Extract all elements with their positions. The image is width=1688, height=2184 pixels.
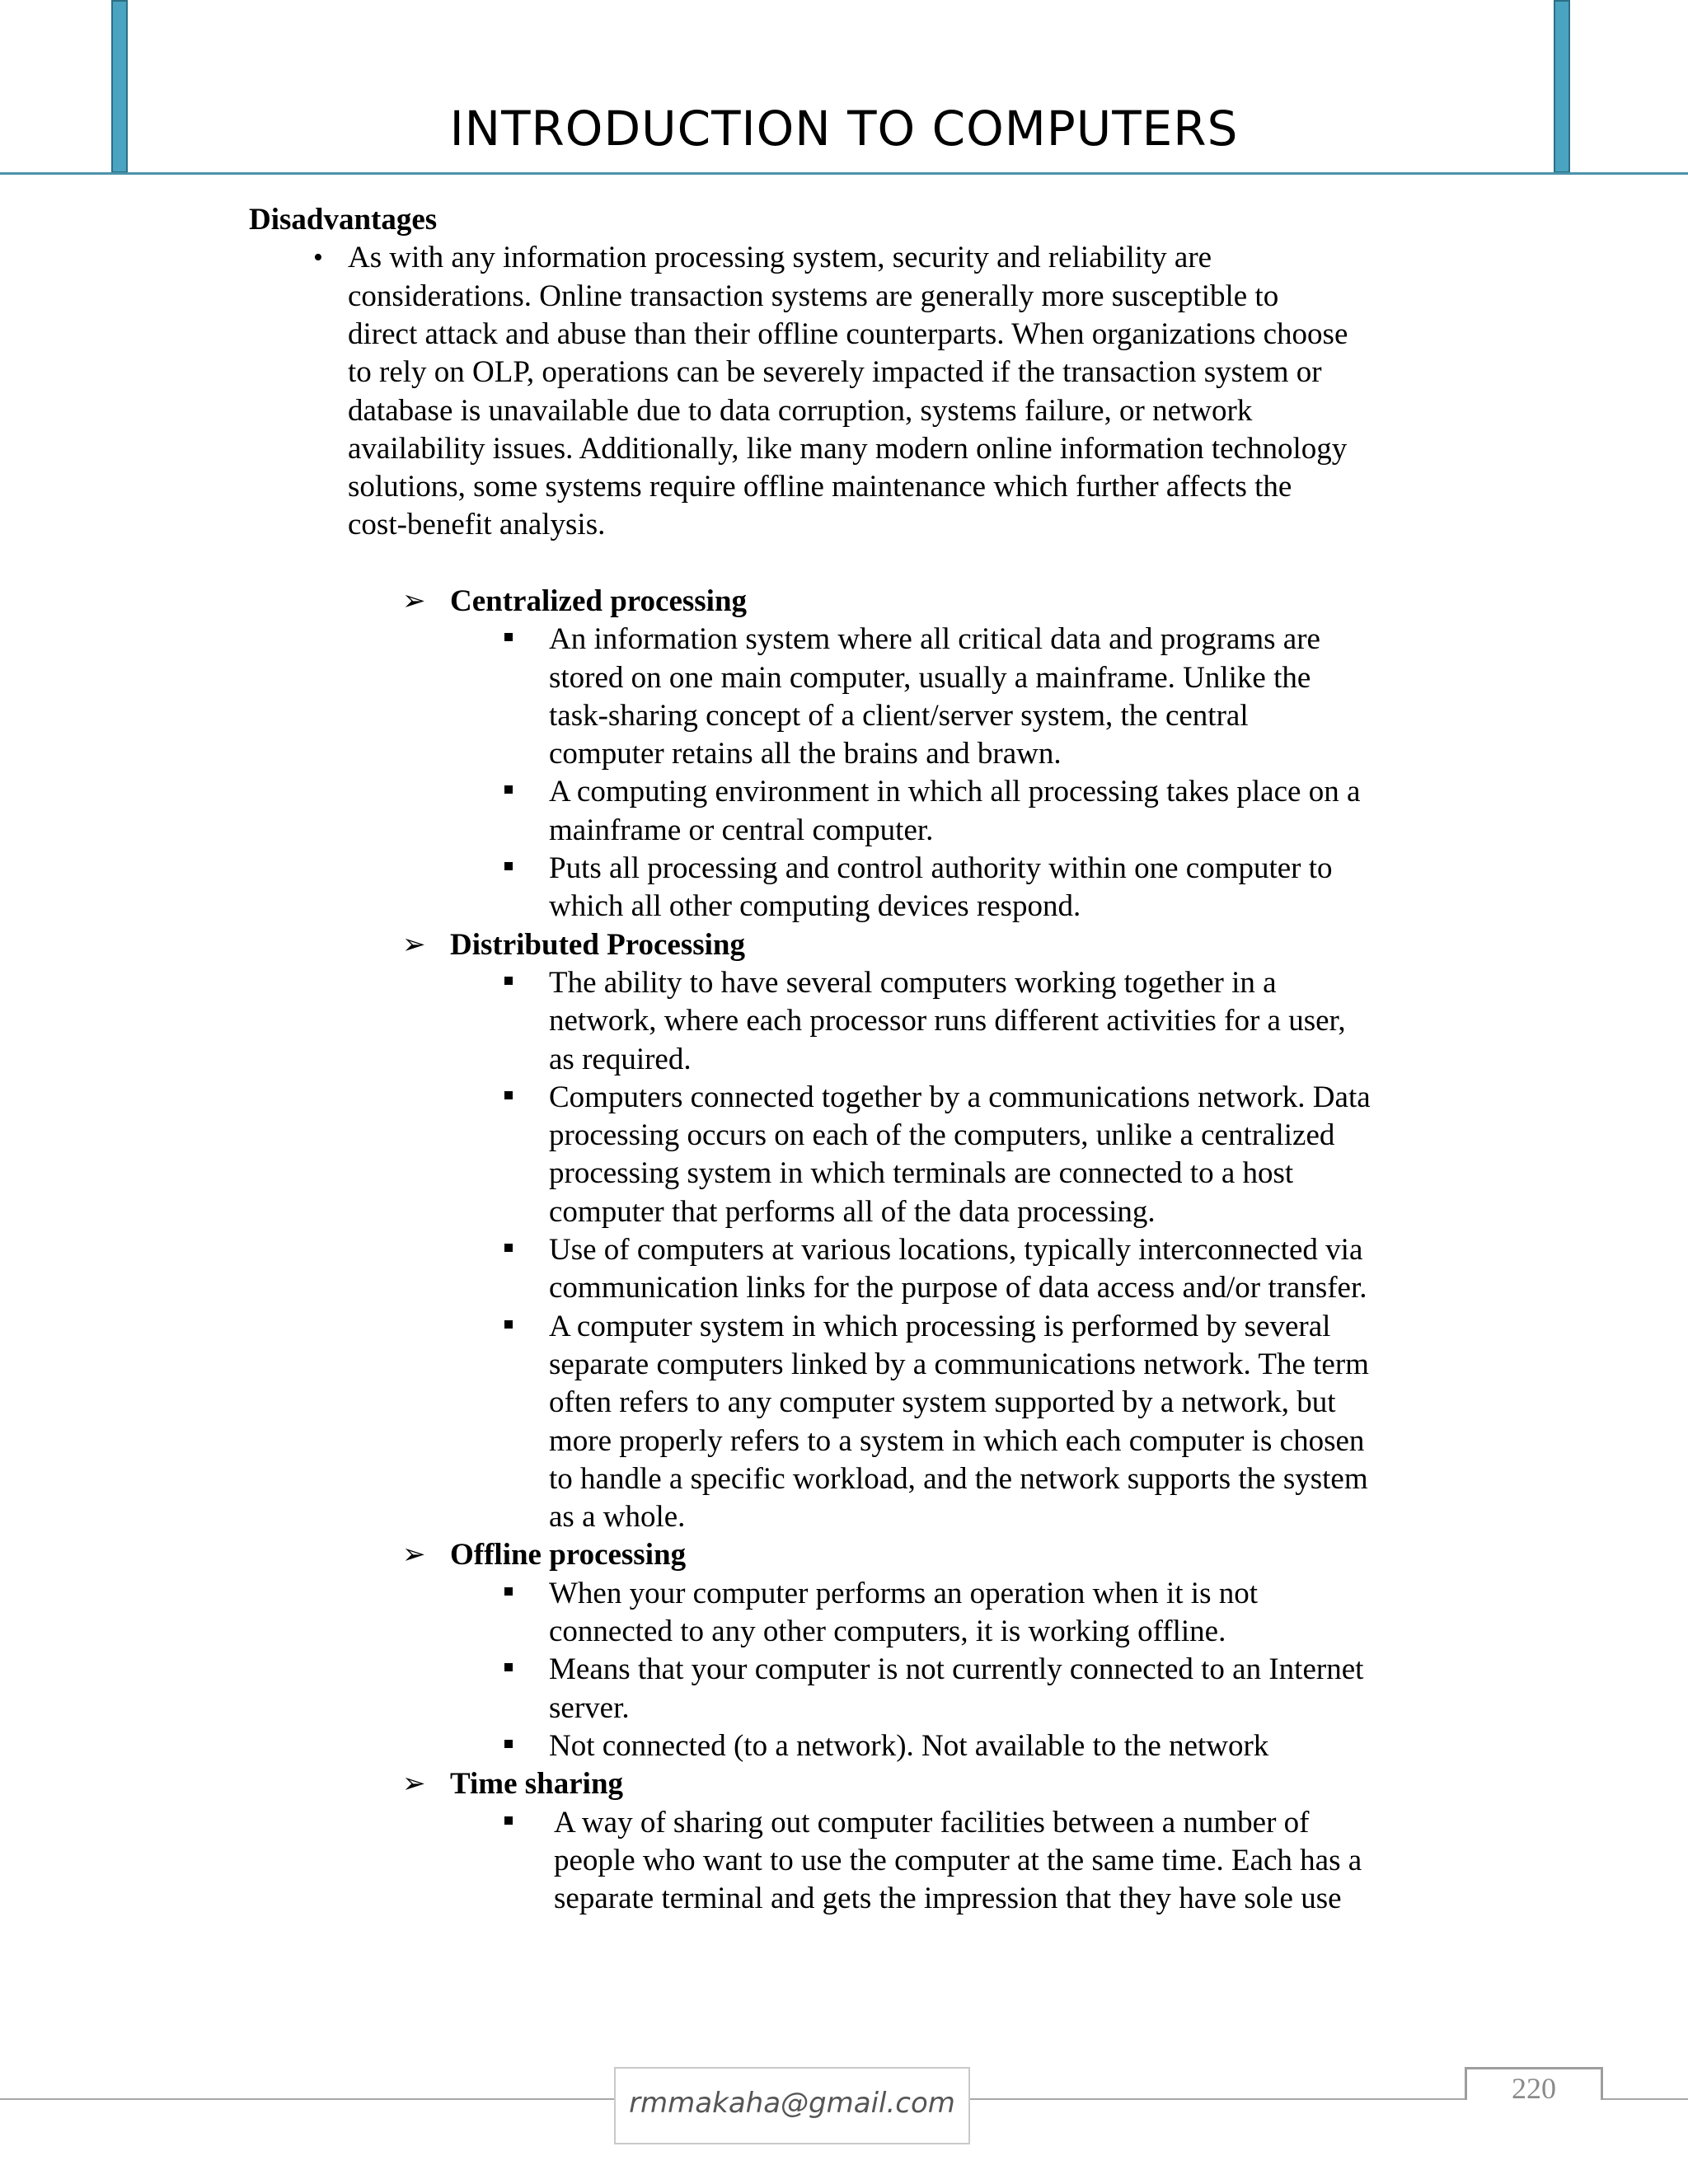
paragraph-line: As with any information processing system, security and reliability are	[348, 241, 1212, 274]
list-item-line: server.	[549, 1691, 630, 1725]
list-item-line: processing system in which terminals are connected to a host	[549, 1156, 1294, 1190]
list-item-line: An information system where all critical data and programs are	[549, 622, 1320, 656]
square-bullet-icon	[504, 977, 513, 985]
square-bullet-icon	[504, 1244, 513, 1252]
footer-rule-right	[1603, 2098, 1688, 2100]
list-item-line: computer retains all the brains and brawn.	[549, 737, 1062, 771]
list-item-line: computer that performs all of the data processing.	[549, 1195, 1156, 1229]
bullet-icon: •	[313, 242, 323, 273]
list-item-line: connected to any other computers, it is working offline.	[549, 1615, 1226, 1648]
square-bullet-icon	[504, 1091, 513, 1099]
list-item-line: as required.	[549, 1043, 692, 1076]
list-item-line: separate terminal and gets the impression that they have sole use	[554, 1882, 1342, 1915]
list-item-line: A computer system in which processing is performed by several	[549, 1310, 1331, 1343]
list-item-line: which all other computing devices respond.	[549, 889, 1081, 923]
square-bullet-icon	[504, 785, 513, 794]
list-item-line: A computing environment in which all processing takes place on a	[549, 775, 1361, 808]
square-bullet-icon	[504, 1587, 513, 1596]
arrow-bullet-icon: ➢	[402, 1769, 426, 1799]
subsection-title: Time sharing	[450, 1767, 624, 1801]
list-item-line: Computers connected together by a communications network. Data	[549, 1080, 1371, 1114]
list-item-line: mainframe or central computer.	[549, 813, 934, 847]
paragraph-line: solutions, some systems require offline maintenance which further affects the	[348, 470, 1292, 504]
page-header-title: INTRODUCTION TO COMPUTERS	[449, 101, 1239, 157]
footer-email: rmmakaha@gmail.com	[629, 2087, 955, 2120]
page-number-tab	[1465, 2067, 1603, 2105]
list-item-line: The ability to have several computers working together in a	[549, 966, 1277, 1000]
arrow-bullet-icon: ➢	[402, 1540, 426, 1570]
square-bullet-icon	[504, 1320, 513, 1329]
square-bullet-icon	[504, 1663, 513, 1671]
list-item-line: people who want to use the computer at the same time. Each has a	[554, 1844, 1362, 1877]
footer-email-box	[614, 2067, 970, 2144]
list-item-line: often refers to any computer system supported by a network, but	[549, 1385, 1336, 1419]
list-item-line: communication links for the purpose of data access and/or transfer.	[549, 1271, 1367, 1305]
list-item-line: When your computer performs an operation when it is not	[549, 1577, 1259, 1610]
list-item-line: task-sharing concept of a client/server system, the central	[549, 699, 1249, 733]
square-bullet-icon	[504, 862, 513, 870]
square-bullet-icon	[504, 1816, 513, 1825]
paragraph-line: direct attack and abuse than their offline counterparts. When organizations choose	[348, 317, 1348, 351]
list-item-line: to handle a specific workload, and the network supports the system	[549, 1462, 1368, 1496]
square-bullet-icon	[504, 1740, 513, 1748]
arrow-bullet-icon: ➢	[402, 930, 426, 960]
list-item-line: separate computers linked by a communications network. The term	[549, 1347, 1369, 1381]
list-item-line: more properly refers to a system in which each computer is chosen	[549, 1424, 1365, 1458]
list-item-line: as a whole.	[549, 1500, 686, 1534]
list-item-line: A way of sharing out computer facilities between a number of	[554, 1806, 1310, 1840]
square-bullet-icon	[504, 633, 513, 641]
header-divider	[0, 172, 1688, 175]
section-heading: Disadvantages	[249, 203, 438, 237]
paragraph-line: cost-benefit analysis.	[348, 508, 606, 541]
paragraph-line: availability issues. Additionally, like many modern online information technology	[348, 432, 1348, 466]
list-item-line: processing occurs on each of the computers, unlike a centralized	[549, 1118, 1335, 1152]
subsection-title: Distributed Processing	[450, 928, 746, 962]
footer-rule-middle	[970, 2098, 1465, 2100]
paragraph-line: database is unavailable due to data corruption, systems failure, or network	[348, 394, 1253, 428]
list-item-line: Means that your computer is not currently connected to an Internet	[549, 1652, 1364, 1686]
footer-rule-left	[0, 2098, 614, 2100]
list-item-line: Use of computers at various locations, typically interconnected via	[549, 1233, 1363, 1267]
page-number: 220	[1512, 2072, 1556, 2105]
list-item-line: Not connected (to a network). Not available to the network	[549, 1729, 1269, 1763]
paragraph-line: considerations. Online transaction systems are generally more susceptible to	[348, 279, 1279, 313]
list-item-line: Puts all processing and control authority within one computer to	[549, 851, 1333, 885]
list-item-line: stored on one main computer, usually a mainframe. Unlike the	[549, 661, 1311, 695]
paragraph-line: to rely on OLP, operations can be severely impacted if the transaction system or	[348, 355, 1322, 389]
subsection-title: Offline processing	[450, 1538, 687, 1572]
list-item-line: network, where each processor runs different activities for a user,	[549, 1004, 1346, 1038]
subsection-title: Centralized processing	[450, 584, 748, 618]
arrow-bullet-icon: ➢	[402, 586, 426, 616]
